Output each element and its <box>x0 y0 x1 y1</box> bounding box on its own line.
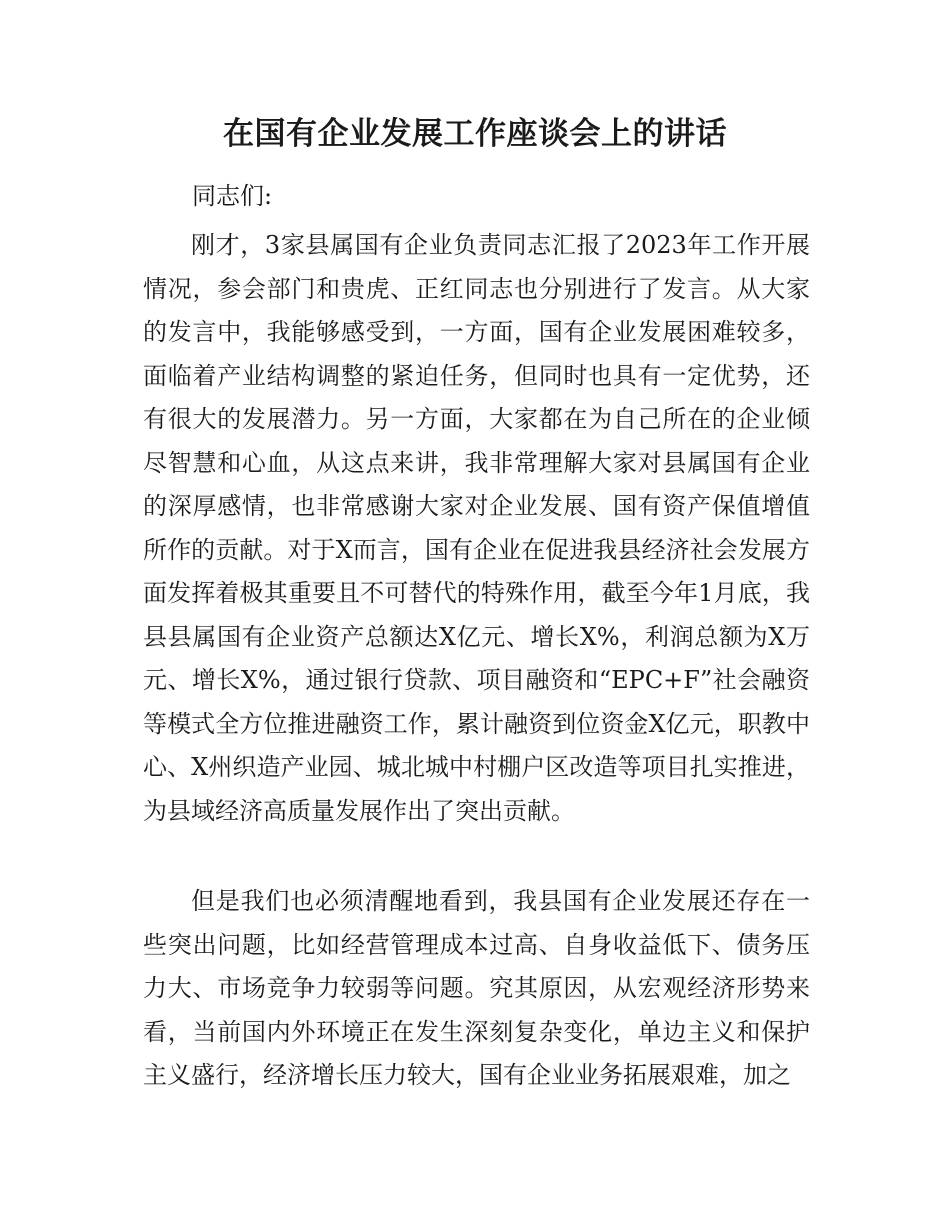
document-title: 在国有企业发展工作座谈会上的讲话 <box>223 116 727 152</box>
salutation: 同志们: <box>192 182 273 210</box>
paragraph-2: 但是我们也必须清醒地看到，我县国有企业发展还存在一些突出问题，比如经营管理成本过高、自身收益低下、债务压力大、市场竞争力较弱等问题。究其原因，从宏观经济形势来看，当前国内外环境正在发生深刻复杂变化，单边主义和保护主义盛行，经济增长压力较大，国有企业业务拓展艰难，加之 <box>143 887 810 1089</box>
paragraph-1: 刚才，3家县属国有企业负责同志汇报了2023年工作开展情况，参会部门和贵虎、正红同志也分别进行了发言。从大家的发言中，我能够感受到，一方面，国有企业发展困难较多，面临着产业结构调整的紧迫任务，但同时也具有一定优势，还有很大的发展潜力。另一方面，大家都在为自己所在的企业倾尽智慧和心血，从这点来讲，我非常理解大家对县属国有企业的深厚感情，也非常感谢大家对企业发展、国有资产保值增值所作的贡献。对于X而言，国有企业在促进我县经济社会发展方面发挥着极其重要且不可替代的特殊作用，截至今年1月底，我县县属国有企业资产总额达X亿元、增长X%，利润总额为X万元、增长X%，通过银行贷款、项目融资和“EPC+F”社会融资等模式全方位推进融资工作，累计融资到位资金X亿元，职教中心、X州织造产业园、城北城中村棚户区改造等项目扎实推进，为县域经济高质量发展作出了突出贡献。 <box>143 231 810 825</box>
